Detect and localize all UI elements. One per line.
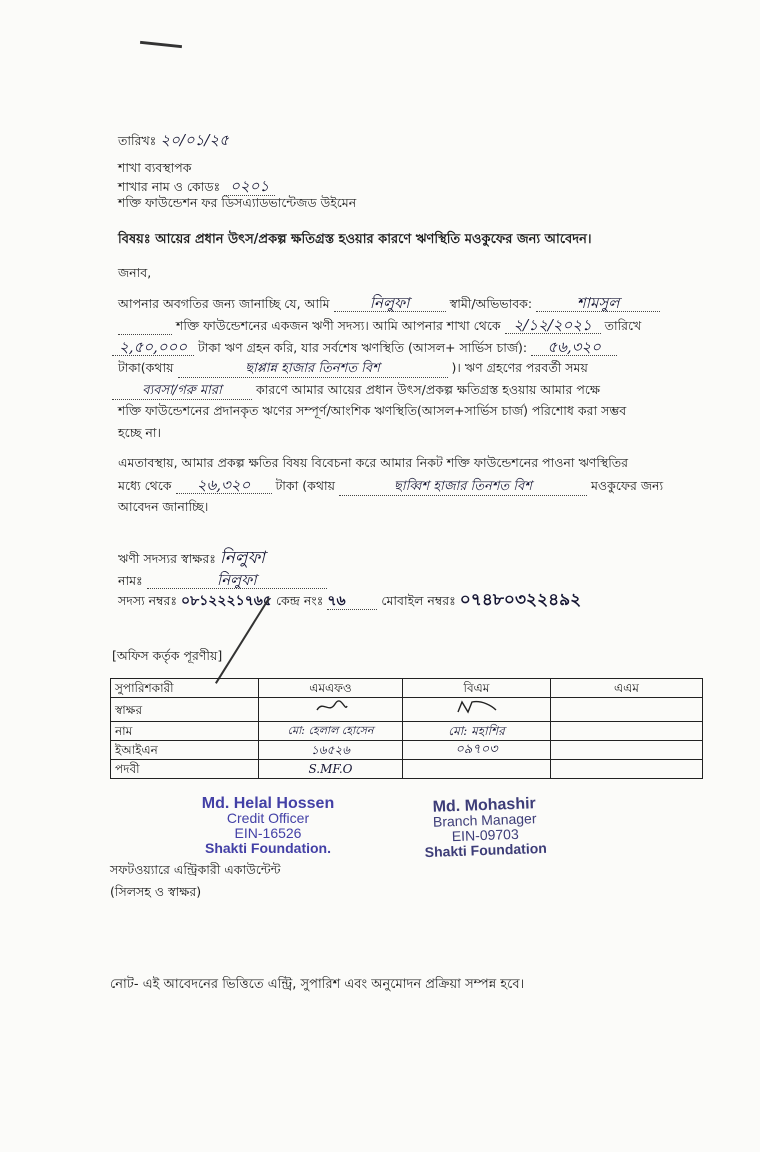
signature-label: ঋণী সদস্যর স্বাক্ষরঃ	[118, 551, 216, 566]
member-name-written: নিলুফা	[334, 295, 446, 312]
am-name	[551, 722, 703, 741]
body-text: টাকা ঋণ গ্রহন করি, যার সর্বশেষ ঋণস্থিতি (আসল+ সার্ভিস চার্জ):	[197, 340, 528, 355]
footer-note: নোট- এই আবেদনের ভিত্তিতে এন্ট্রি, সুপারিশ এবং অনুমোদন প্রক্রিয়া সম্পন্ন হবে।	[110, 977, 525, 992]
manager-line: শাখা ব্যবস্থাপক	[118, 160, 192, 175]
bm-signature	[403, 698, 551, 722]
body-text: টাকা (কথায়	[275, 478, 335, 493]
am-signature	[551, 698, 703, 722]
body-text: মওকুফের জন্য	[590, 478, 664, 493]
body-text: টাকা(কথায়	[118, 360, 174, 375]
member-name-value: নিলুফা	[147, 572, 327, 589]
am-ein	[551, 741, 703, 760]
header-am: এএম	[551, 679, 703, 698]
member-name-line	[118, 572, 327, 589]
body-line-2	[118, 317, 641, 335]
balance-written: ৫৬,৩২০	[531, 339, 617, 356]
table-row	[111, 760, 703, 779]
date-line	[118, 132, 229, 149]
body-text: মধ্যে থেকে	[118, 478, 172, 493]
pen-stroke-diagonal	[215, 598, 269, 684]
row-label-ein: ইআইএন	[111, 741, 259, 760]
date-label: তারিখঃ	[118, 133, 157, 148]
stamp-ein: EIN-16526	[234, 825, 302, 841]
branch-manager-stamp	[409, 795, 561, 860]
table-row	[111, 698, 703, 722]
name-label: নামঃ	[118, 573, 143, 588]
org-line: শক্তি ফাউন্ডেশন ফর ডিসএ্যাডভান্টেজড উইমেন	[118, 195, 357, 210]
row-label-name: নাম	[111, 722, 259, 741]
subject-line: বিষয়ঃ আয়ের প্রধান উৎস/প্রকল্প ক্ষতিগ্রস্ত হওয়ার কারণে ঋণস্থিতি মওকুফের জন্য আবেদন।	[118, 232, 592, 247]
member-signature: নিলুফা	[219, 548, 265, 568]
signature-scribble-icon	[452, 698, 502, 716]
stamp-role: Credit Officer	[226, 810, 310, 826]
loan-date-written: ২/১২/২০২১	[505, 317, 601, 334]
table-row	[111, 741, 703, 760]
center-number-label: কেন্দ্র নংঃ	[275, 593, 324, 608]
para2-line-2	[118, 477, 663, 496]
center-number-value: ৭৬	[327, 593, 377, 610]
body-text: তারিখে	[604, 318, 642, 333]
body-line-7: হচ্ছে না।	[118, 425, 161, 440]
row-label-signature: স্বাক্ষর	[111, 698, 259, 722]
mobile-number-value: ০৭৪৮০৩২২৪৯২	[459, 590, 582, 610]
stamp-ein: EIN-09703	[451, 825, 519, 845]
stamp-name: Md. Helal Hossen	[201, 795, 335, 812]
mobile-number-label: মোবাইল নম্বরঃ	[381, 593, 456, 608]
member-number-line	[118, 592, 581, 610]
para2-line-3: আবেদন জানাচ্ছি।	[118, 499, 209, 514]
row-label-designation: পদবী	[111, 760, 259, 779]
guardian-label: স্বামী/অভিভাবক:	[449, 296, 533, 311]
accountant-line: সফটওয়্যারে এন্ট্রিকারী একাউন্টেন্ট	[110, 862, 281, 877]
table-row	[111, 722, 703, 741]
signature-scribble-icon	[311, 698, 351, 716]
body-text: শক্তি ফাউন্ডেশনের একজন ঋণী সদস্য। আমি আপনার শাখা থেকে	[175, 318, 501, 333]
am-designation	[551, 760, 703, 779]
office-table	[110, 678, 703, 779]
mfo-signature	[259, 698, 403, 722]
bm-designation	[403, 760, 551, 779]
branch-line	[118, 178, 275, 195]
body-line-4	[118, 360, 588, 378]
stamp-org: Shakti Foundation.	[205, 840, 331, 856]
office-header-row	[111, 679, 703, 698]
waiver-amount-written: ২৬,৩২০	[176, 477, 272, 494]
mfo-designation: S.MF.O	[259, 760, 403, 779]
mfo-name: মো: হেলাল হোসেন	[259, 722, 403, 741]
bm-ein: ০৯৭০৩	[403, 741, 551, 760]
body-text: কারণে আমার আয়ের প্রধান উৎস/প্রকল্প ক্ষতিগ্রস্ত হওয়ায় আমার পক্ষে	[255, 382, 600, 397]
member-number-value: ০৮১২২২১৭৬৫	[181, 593, 272, 609]
body-line-3	[112, 339, 617, 356]
member-signature-line	[118, 550, 265, 567]
branch-label: শাখার নাম ও কোডঃ	[118, 179, 221, 194]
loan-amount-written: ২,৫০,০০০	[112, 339, 194, 356]
blank-dots	[118, 318, 172, 335]
body-line-6: শক্তি ফাউন্ডেশনের প্রদানকৃত ঋণের সম্পূর্ণ/আংশিক ঋণস্থিতি(আসল+সার্ভিস চার্জ) পরিশোধ করা সম্ভব	[118, 403, 627, 418]
branch-code: ০২০১	[224, 177, 275, 196]
bm-name: মো: মহাশির	[403, 722, 551, 741]
salutation: জনাব,	[118, 265, 152, 280]
stamp-name: Md. Mohashir	[432, 795, 537, 816]
reason-written: ব্যবসা/গরু মারা	[112, 383, 252, 400]
accountant-seal-line: (সিলসহ ও স্বাক্ষর)	[110, 884, 202, 899]
body-text: )। ঋণ গ্রহণের পরবর্তী সময়	[451, 360, 588, 375]
date-value: ২০/০১/২৫	[160, 131, 229, 149]
stamp-org: Shakti Foundation	[424, 839, 548, 861]
header-bm: বিএম	[403, 679, 551, 698]
stamp-role: Branch Manager	[432, 810, 537, 830]
body-text: আপনার অবগতির জন্য জানাচ্ছি যে, আমি	[118, 296, 330, 311]
para2-line-1: এমতাবস্থায়, আমার প্রকল্প ক্ষতির বিষয় বিবেচনা করে আমার নিকট শক্তি ফাউন্ডেশনের পাওনা ঋণস্থিতির	[118, 455, 629, 470]
mfo-ein: ১৬৫২৬	[259, 741, 403, 760]
body-line-1	[118, 295, 660, 312]
member-number-label: সদস্য নম্বরঃ	[118, 593, 178, 608]
guardian-name-written: শামসুল	[536, 295, 660, 312]
header-mfo: এমএফও	[259, 679, 403, 698]
office-use-label: [অফিস কর্তৃক পূরণীয়]	[112, 648, 223, 663]
credit-officer-stamp	[188, 796, 348, 856]
header-recommender: সুপারিশকারী	[111, 679, 259, 698]
waiver-in-words: ছাব্বিশ হাজার তিনশত বিশ	[339, 479, 587, 496]
balance-in-words: ছাপ্পান্ন হাজার তিনশত বিশ	[178, 361, 448, 378]
pen-stroke-mark	[140, 41, 182, 48]
body-line-5	[112, 382, 600, 400]
